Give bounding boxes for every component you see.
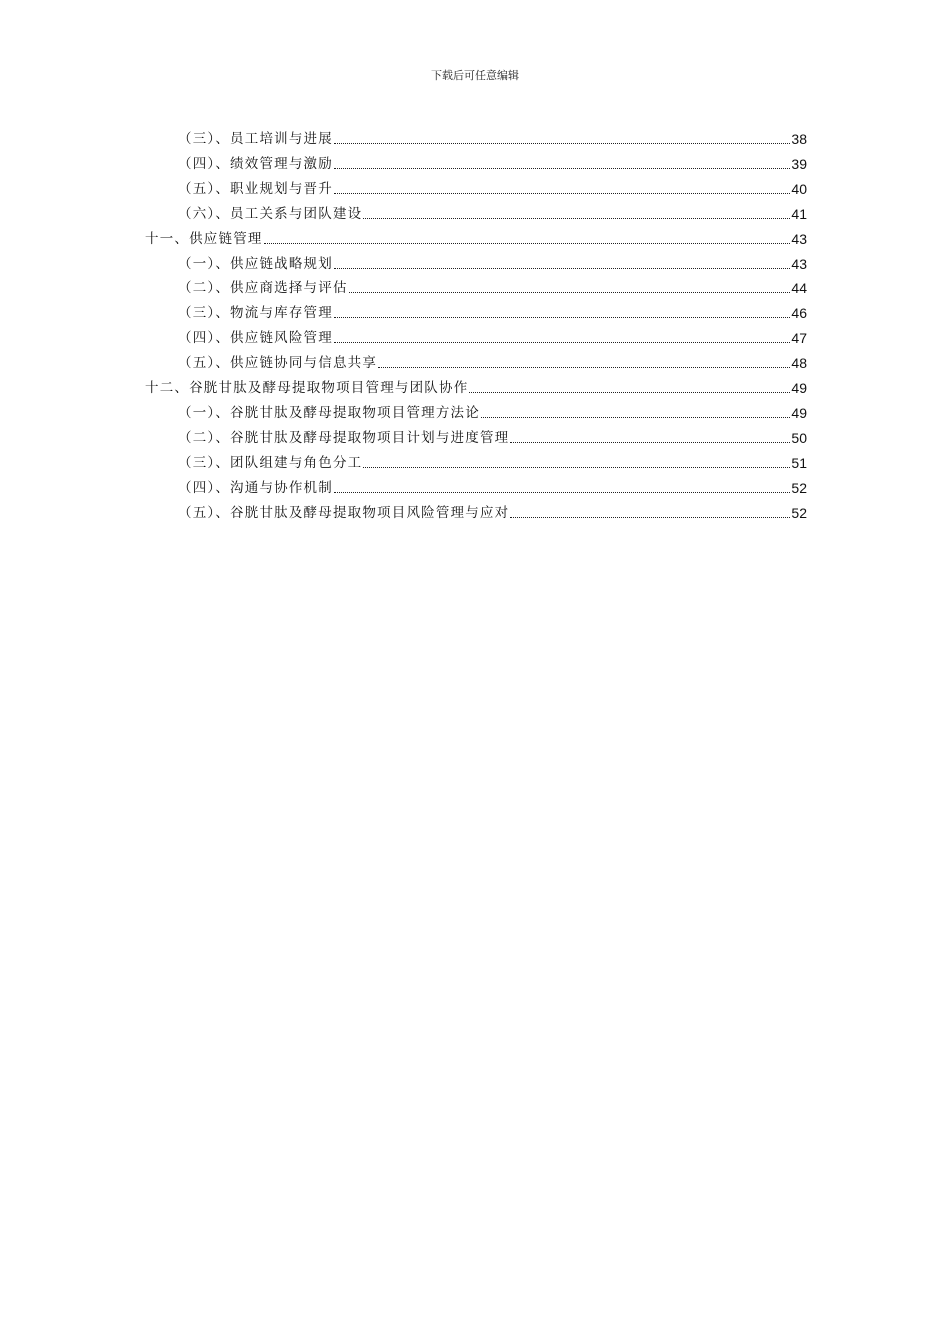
toc-page-number: 49 [791,380,807,396]
toc-page-number: 40 [791,180,807,197]
toc-entry[interactable] [145,375,807,397]
toc-entry[interactable] [178,500,807,522]
toc-entry[interactable] [178,475,807,497]
toc-entry-title: 十二、谷胱甘肽及酵母提取物项目管理与团队协作 [145,380,469,396]
toc-page-number: 49 [791,404,807,421]
toc-dot-leader [334,317,790,318]
toc-entry[interactable] [178,300,807,322]
toc-dot-leader [510,517,790,518]
toc-dot-leader [334,143,790,144]
toc-dot-leader [510,442,790,443]
toc-entry[interactable] [178,400,807,422]
toc-page-number: 52 [791,504,807,521]
toc-entry-title: （一）、供应链战略规划 [178,255,333,272]
toc-entry-title: （五）、谷胱甘肽及酵母提取物项目风险管理与应对 [178,504,510,521]
toc-entry-title: （一）、谷胱甘肽及酵母提取物项目管理方法论 [178,404,480,421]
toc-entry[interactable] [178,151,807,173]
toc-dot-leader [349,292,791,293]
toc-entry[interactable] [178,126,807,148]
toc-entry-title: （二）、供应商选择与评估 [178,280,348,297]
toc-dot-leader [334,168,790,169]
toc-entry[interactable] [145,226,807,248]
toc-page-number: 50 [791,429,807,446]
toc-page-number: 38 [791,131,807,147]
toc-entry[interactable] [178,251,807,273]
toc-page-number: 43 [791,255,807,272]
toc-entry-title: （三）、团队组建与角色分工 [178,454,363,471]
toc-entry-title: （四）、绩效管理与激励 [178,155,333,172]
toc-page-number: 46 [791,305,807,322]
toc-dot-leader [363,467,790,468]
toc-entry[interactable] [178,450,807,472]
toc-dot-leader [334,268,790,269]
toc-entry-title: （二）、谷胱甘肽及酵母提取物项目计划与进度管理 [178,429,510,446]
toc-entry-title: （四）、供应链风险管理 [178,330,333,347]
toc-dot-leader [378,367,790,368]
toc-dot-leader [334,342,790,343]
toc-entry-title: （三）、物流与库存管理 [178,305,333,322]
toc-entry[interactable] [178,325,807,347]
page-header: 下载后可任意编辑 [431,69,519,82]
toc-page-number: 43 [791,230,807,247]
toc-dot-leader [363,218,790,219]
toc-entry-title: （三）、员工培训与进展 [178,131,333,147]
toc-page-number: 47 [791,330,807,347]
toc-dot-leader [334,492,790,493]
toc-entry-title: 十一、供应链管理 [145,230,263,247]
toc-page-number: 52 [791,479,807,496]
toc-page-number: 48 [791,355,807,372]
toc-entry-title: （四）、沟通与协作机制 [178,479,333,496]
toc-entry[interactable] [178,425,807,447]
toc-dot-leader [469,392,790,393]
toc-dot-leader [264,243,791,244]
toc-dot-leader [334,193,790,194]
toc-page-number: 41 [791,205,807,222]
toc-entry-title: （六）、员工关系与团队建设 [178,205,363,222]
toc-page-number: 51 [791,454,807,471]
toc-page-number: 44 [791,280,807,297]
toc-dot-leader [481,417,790,418]
toc-entry[interactable] [178,275,807,297]
toc-entry-title: （五）、供应链协同与信息共享 [178,355,378,372]
toc-entry[interactable] [178,201,807,223]
toc-page-number: 39 [791,155,807,172]
toc-entry[interactable] [178,176,807,198]
toc-entry-title: （五）、职业规划与晋升 [178,180,333,197]
toc-entry[interactable] [178,350,807,372]
